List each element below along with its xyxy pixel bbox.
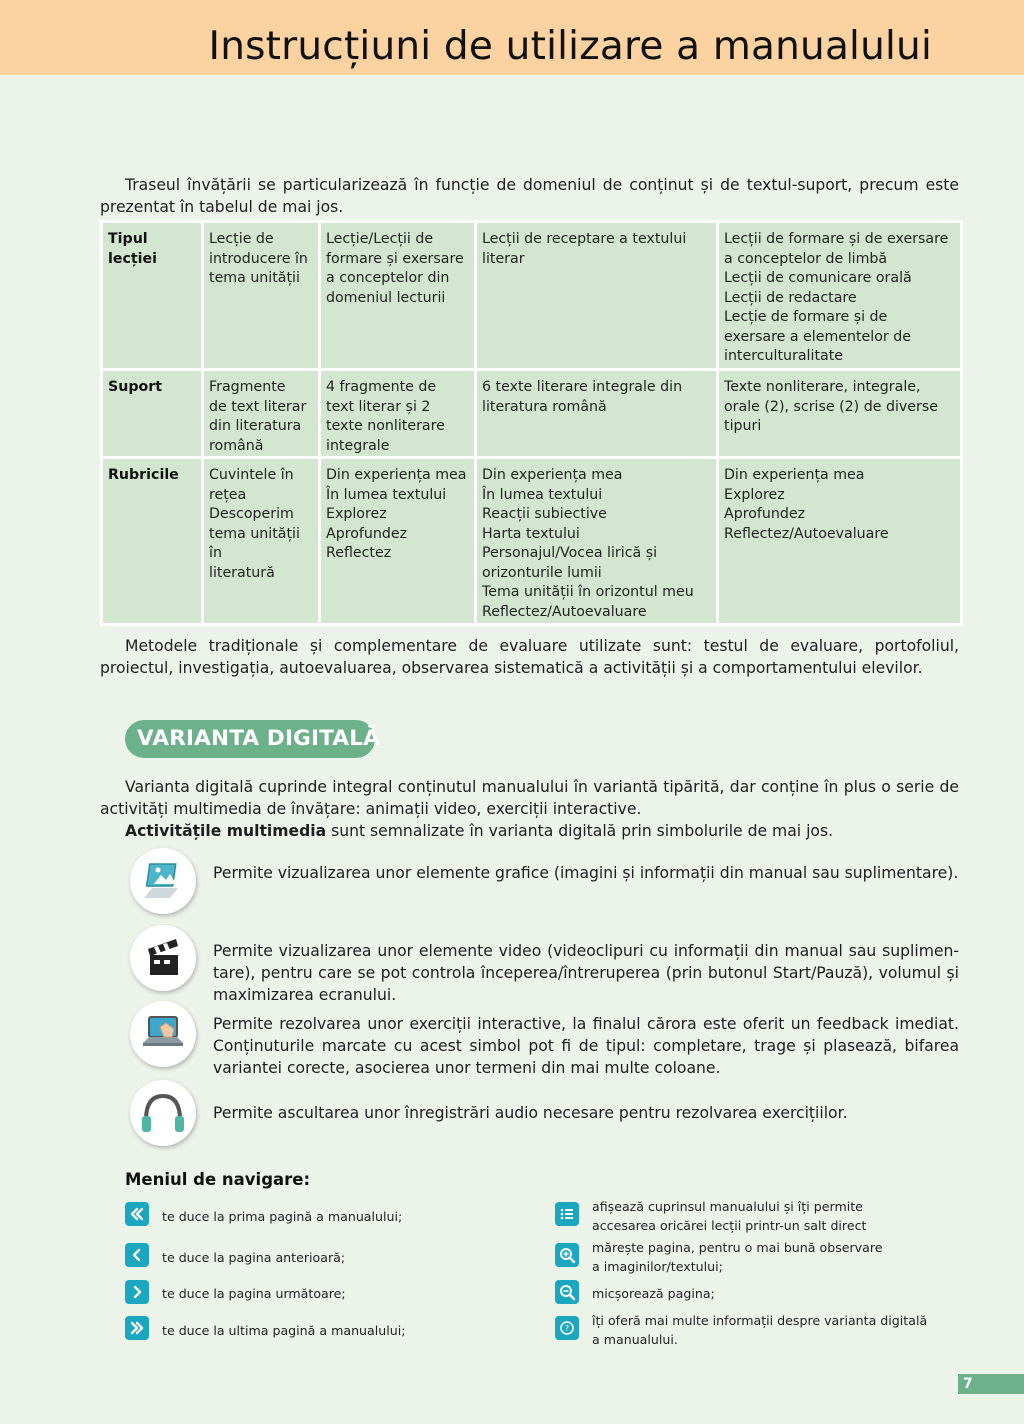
table-row <box>102 222 962 370</box>
nav-zoom-out-text: micșorează pagina; <box>592 1286 715 1301</box>
table-cell: Lecții de formare și de exersare a conceptelor de limbă Lecții de comunicare orală Lecții de redactare Lecție de formare și de exersare a elementelor de interculturalitate <box>718 222 962 370</box>
double-chevron-left-icon[interactable] <box>125 1202 149 1226</box>
multimedia-note <box>100 820 959 842</box>
nav-next-page-text: te duce la pagina următoare; <box>162 1286 346 1301</box>
zoom-in-icon[interactable] <box>555 1243 579 1267</box>
symbol-text: Permite vizualizarea unor elemente video (videoclipuri cu informații din manual sau suplimen-tare), pentru care se pot controla începerea/întreruperea (prin butonul Start/Pauză), volumul și maximizarea ecranului. <box>213 942 959 1004</box>
row-header-cell: Tipul lecției <box>102 222 203 370</box>
nav-menu-title: Meniul de navigare: <box>125 1170 311 1189</box>
nav-zoom-in-text: mărește pagina, pentru o mai bună observare a imaginilor/textului; <box>592 1240 883 1274</box>
table-cell: 4 fragmente de text literar și 2 texte nonliterare integrale <box>320 370 476 458</box>
nav-previous-page-text: te duce la pagina anterioară; <box>162 1250 346 1265</box>
table-cell: Fragmente de text literar din literatura română <box>203 370 320 458</box>
intro-paragraph: Traseul învățării se particularizează în funcție de domeniul de conținut și de textul-suport, precum este prezentat în tabelul de mai jos. <box>100 176 959 216</box>
double-chevron-right-icon[interactable] <box>125 1316 149 1340</box>
table-cell: Lecție de introducere în tema unității <box>203 222 320 370</box>
nav-last-page-text: te duce la ultima pagină a manualului; <box>162 1323 406 1338</box>
symbol-text: Permite ascultarea unor înregistrări audio necesare pentru rezolvarea exercițiilor. <box>213 1104 848 1122</box>
interactive-laptop-icon <box>130 1001 196 1067</box>
table-cell: Cuvintele în rețea Descoperim tema unității în literatură <box>203 458 320 625</box>
svg-text:?: ? <box>564 1324 570 1333</box>
nav-first-page-text: te duce la prima pagină a manualului; <box>162 1209 403 1224</box>
table-cell: Din experiența mea Explorez Aprofundez Reflectez/Autoevaluare <box>718 458 962 625</box>
page-header <box>0 0 1024 75</box>
lesson-types-table <box>100 220 963 626</box>
info-icon[interactable] <box>555 1316 579 1340</box>
symbol-text: Permite vizualizarea unor elemente grafice (imagini și informații din manual sau suplimentare). <box>213 864 959 882</box>
zoom-out-icon[interactable] <box>555 1280 579 1304</box>
table-cell: Din experiența mea În lumea textului Explorez Aprofundez Reflectez <box>320 458 476 625</box>
table-row <box>102 370 962 458</box>
image-gallery-icon <box>130 848 196 914</box>
headphones-icon <box>130 1080 196 1146</box>
table-cell: Lecții de receptare a textului literar <box>476 222 718 370</box>
digital-intro-paragraph: Varianta digitală cuprinde integral conținutul manualului în variantă tipărită, dar conține în plus o serie de activități multimedia de învățare: animații video, exerciții interactive. <box>100 778 959 818</box>
table-cell: Lecție/Lecții de formare și exersare a conceptelor din domeniul lecturii <box>320 222 476 370</box>
list-menu-icon[interactable] <box>555 1202 579 1226</box>
nav-contents-text: afișează cuprinsul manualului și îți permite accesarea oricărei lecții printr-un salt direct <box>592 1199 867 1233</box>
nav-info-text: îți oferă mai multe informații despre varianta digitală a manualului. <box>592 1313 928 1347</box>
table-cell: 6 texte literare integrale din literatura română <box>476 370 718 458</box>
table-cell: Texte nonliterare, integrale, orale (2), scrise (2) de diverse tipuri <box>718 370 962 458</box>
symbol-text: Permite rezolvarea unor exerciții interactive, la finalul cărora este oferit un feedback imediat. Conținuturile marcate cu acest simbol pot fi de tipul: completare, trage și plasează, bifarea variantei corecte, asocierea unor termeni din mai multe coloane. <box>213 1015 959 1077</box>
multimedia-bold: Activitățile multimedia <box>125 822 327 840</box>
chevron-left-icon[interactable] <box>125 1243 149 1267</box>
page-number: 7 <box>958 1374 1024 1394</box>
table-row <box>102 458 962 625</box>
table-cell: Din experiența mea În lumea textului Reacții subiective Harta textului Personajul/Vocea lirică și orizonturile lumii Tema unității în orizontul meu Reflectez/Autoevaluare <box>476 458 718 625</box>
digital-version-badge: VARIANTA DIGITALĂ <box>125 720 375 758</box>
row-header-cell: Rubricile <box>102 458 203 625</box>
multimedia-rest: sunt semnalizate în varianta digitală prin simbolurile de mai jos. <box>326 822 834 840</box>
evaluation-paragraph: Metodele tradiționale și complementare de evaluare utilizate sunt: testul de evaluare, portofoliul, proiectul, investigația, autoevaluarea, observarea sistematică a activității și a comportamentului elevilor. <box>100 637 959 677</box>
chevron-right-icon[interactable] <box>125 1280 149 1304</box>
page-title: Instrucțiuni de utilizare a manualului <box>208 24 932 69</box>
video-clapper-icon <box>130 925 196 991</box>
row-header-cell: Suport <box>102 370 203 458</box>
